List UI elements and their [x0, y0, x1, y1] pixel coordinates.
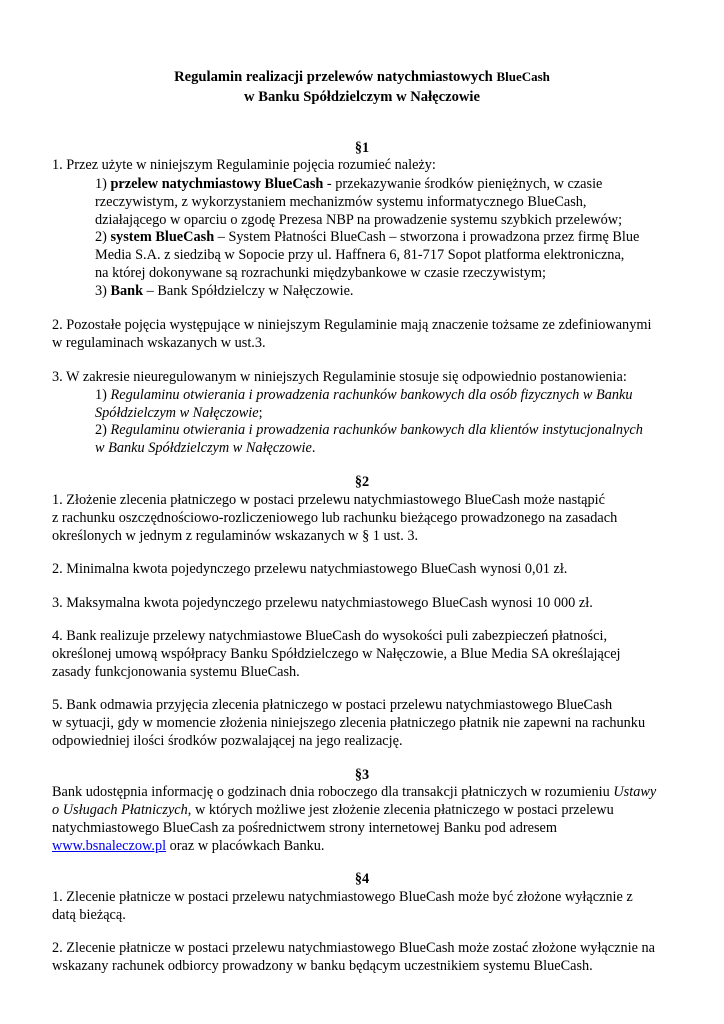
- doc-title-line-1: Regulamin realizacji przelewów natychmiastowych BlueCash: [174, 69, 550, 85]
- term-bank: Bank: [110, 283, 144, 299]
- s4-p1-line2: datą bieżącą.: [52, 907, 126, 923]
- s3-line3: natychmiastowego BlueCash za pośrednictwem strony internetowej Banku pod adresem: [52, 820, 558, 836]
- s2-p5-line1: 5. Bank odmawia przyjęcia zlecenia płatniczego w postaci przelewu natychmiastowego BlueCash: [52, 697, 613, 713]
- s2-p3: 3. Maksymalna kwota pojedynczego przelewu natychmiastowego BlueCash wynosi 10 000 zł.: [52, 595, 593, 611]
- s4-p2-line2: wskazany rachunek odbiorcy prowadzony w banku będącym uczestnikiem systemu BlueCash.: [52, 958, 593, 974]
- term-system: system BlueCash: [110, 229, 215, 245]
- bank-website-link[interactable]: www.bsnaleczow.pl: [52, 838, 167, 854]
- section-3-heading: §3: [354, 767, 370, 783]
- term-przelew: przelew natychmiastowy BlueCash: [110, 176, 324, 192]
- s2-p1-line2: z rachunku oszczędnościowo-rozliczeniowego lub rachunku bieżącego prowadzonego na zasadach: [52, 510, 618, 526]
- s3-line4: www.bsnaleczow.pl oraz w placówkach Banku.: [52, 838, 325, 854]
- s1-p1-item1-line2: rzeczywistym, z wykorzystaniem mechanizmów systemu informatycznego BlueCash,: [95, 194, 587, 210]
- s3-line2: o Usługach Płatniczych, w których możliwe jest złożenie zlecenia płatniczego w postaci przelewu: [52, 802, 614, 818]
- s1-p1-item1-line3: działającego w oparciu o zgodę Prezesa NBP na prowadzenie systemu szybkich przelewów;: [95, 212, 623, 228]
- section-2-heading: §2: [354, 474, 370, 490]
- s2-p4-line1: 4. Bank realizuje przelewy natychmiastowe BlueCash do wysokości puli zabezpieczeń płatności,: [52, 628, 608, 644]
- s1-p3-item1-line1: 1) Regulaminu otwierania i prowadzenia rachunków bankowych dla osób fizycznych w Banku: [95, 387, 633, 403]
- s1-p3-item2-line2: w Banku Spółdzielczym w Nałęczowie.: [95, 440, 316, 456]
- s1-p1-item2-line1: 2) system BlueCash – System Płatności BlueCash – stworzona i prowadzona przez firmę Blue: [95, 229, 640, 245]
- title-brand: BlueCash: [496, 69, 550, 84]
- s1-p1-intro: 1. Przez użyte w niniejszym Regulaminie pojęcia rozumieć należy:: [52, 157, 436, 173]
- s4-p1-line1: 1. Zlecenie płatnicze w postaci przelewu natychmiastowego BlueCash może być złożone wyłącznie z: [52, 889, 633, 905]
- s2-p1-line1: 1. Złożenie zlecenia płatniczego w postaci przelewu natychmiastowego BlueCash może nastąpić: [52, 492, 605, 508]
- s1-p1-item2-line2: Media S.A. z siedzibą w Sopocie przy ul. Haffnera 6, 81-717 Sopot platforma elektroniczna,: [95, 247, 625, 263]
- s2-p5-line3: odpowiedniej ilości środków pozwalającej na jego realizację.: [52, 733, 403, 749]
- s1-p1-item3: 3) Bank – Bank Spółdzielczy w Nałęczowie.: [95, 283, 354, 299]
- s1-p1-item1-line1: 1) przelew natychmiastowy BlueCash - przekazywanie środków pieniężnych, w czasie: [95, 176, 603, 192]
- s2-p2: 2. Minimalna kwota pojedynczego przelewu natychmiastowego BlueCash wynosi 0,01 zł.: [52, 561, 568, 577]
- s1-p1-item2-line3: na której dokonywane są rozrachunki międzybankowe w czasie rzeczywistym;: [95, 265, 546, 281]
- s1-p3-item1-line2: Spółdzielczym w Nałęczowie;: [95, 405, 263, 421]
- s3-line1: Bank udostępnia informację o godzinach dnia roboczego dla transakcji płatniczych w rozumieniu Ustawy: [52, 784, 657, 800]
- s1-p2-line2: w regulaminach wskazanych w ust.3.: [52, 335, 266, 351]
- s4-p2-line1: 2. Zlecenie płatnicze w postaci przelewu natychmiastowego BlueCash może zostać złożone wyłącznie na: [52, 940, 656, 956]
- s1-p2-line1: 2. Pozostałe pojęcia występujące w niniejszym Regulaminie mają znaczenie tożsame ze zdefiniowanymi: [52, 317, 652, 333]
- section-1-heading: §1: [354, 140, 370, 156]
- s2-p5-line2: w sytuacji, gdy w momencie złożenia niniejszego zlecenia płatniczego płatnik nie zapewni na rachunku: [52, 715, 646, 731]
- section-4-heading: §4: [354, 871, 370, 887]
- s1-p3-intro: 3. W zakresie nieuregulowanym w niniejszych Regulaminie stosuje się odpowiednio postanowienia:: [52, 369, 627, 385]
- s1-p3-item2-line1: 2) Regulaminu otwierania i prowadzenia rachunków bankowych dla klientów instytucjonalnych: [95, 422, 643, 438]
- s2-p4-line2: określonej umową współpracy Banku Spółdzielczego w Nałęczowie, a Blue Media SA określającej: [52, 646, 621, 662]
- doc-title-line-2: w Banku Spółdzielczym w Nałęczowie: [244, 89, 480, 105]
- s2-p4-line3: zasady funkcjonowania systemu BlueCash.: [52, 664, 300, 680]
- s2-p1-line3: określonych w jednym z regulaminów wskazanych w § 1 ust. 3.: [52, 528, 419, 544]
